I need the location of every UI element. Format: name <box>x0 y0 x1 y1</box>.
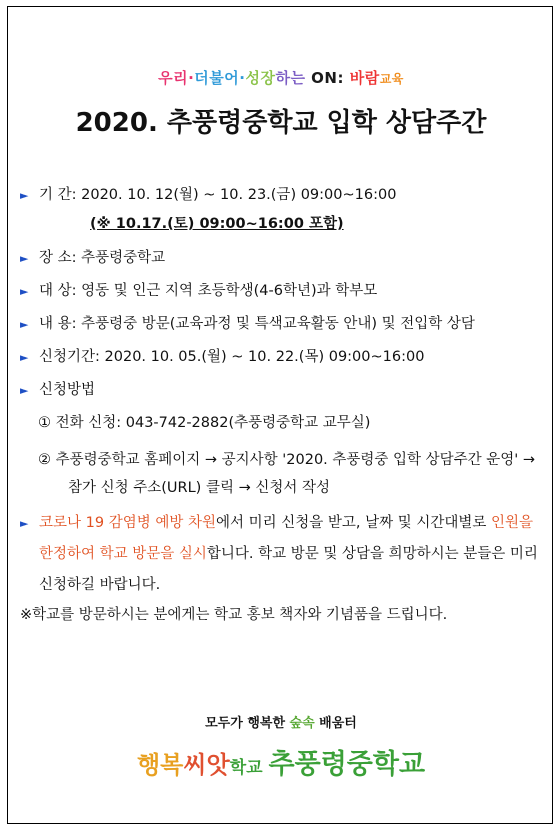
item-period <box>20 185 545 205</box>
slogan-part: 하는 <box>275 69 306 87</box>
tagline-part: 모두가 행복한 <box>205 716 290 731</box>
footer-tagline <box>8 712 554 731</box>
item-apply-period <box>20 347 545 367</box>
item-text: 신청방법 <box>39 382 96 398</box>
item-text: 신청기간: 2020. 10. 05.(월) ~ 10. 22.(목) 09:00~16:00 <box>39 349 425 365</box>
slogan-baram: 바람 <box>349 69 380 87</box>
tagline-part: 배움터 <box>314 716 357 731</box>
bullet-arrow-icon: ► <box>20 318 29 331</box>
slogan-part: 더불어· <box>194 69 246 87</box>
bullet-arrow-icon: ► <box>20 517 29 530</box>
item-apply-method <box>20 380 545 400</box>
content <box>20 185 545 625</box>
footer-brand <box>8 742 554 781</box>
bullet-arrow-icon: ► <box>20 189 29 202</box>
item-place <box>20 248 545 268</box>
slogan-on: ON: <box>311 69 344 87</box>
bullet-arrow-icon: ► <box>20 252 29 265</box>
item-text: 장 소: 추풍령중학교 <box>39 250 166 266</box>
brand-part: 행복 <box>136 751 184 779</box>
item-text: 내 용: 추풍령중 방문(교육과정 및 특색교육활동 안내) 및 전입학 상담 <box>39 316 475 332</box>
period-note: (※ 10.17.(토) 09:00~16:00 포함) <box>90 216 344 232</box>
notice-text: 합니다. 학교 방문 및 상담을 희망하시는 분들은 미리 신청하길 바랍니다. <box>39 546 538 593</box>
souvenir-note: ※학교를 방문하시는 분에게는 학교 홍보 책자와 기념품을 드립니다. <box>20 607 448 623</box>
brand-part: 학교 <box>229 758 263 778</box>
slogan-part: 우리· <box>158 69 195 87</box>
slogan-part: 성장 <box>245 69 276 87</box>
tagline-part: 숲속 <box>289 716 315 731</box>
item-target <box>20 281 545 301</box>
bullet-arrow-icon: ► <box>20 384 29 397</box>
bullet-arrow-icon: ► <box>20 285 29 298</box>
slogan-edu: 교육 <box>379 72 404 86</box>
notice-highlight: 인원을 한정하여 학교 방문을 실시 <box>39 515 533 562</box>
notice-text: 에서 미리 신청을 받고, 날짜 및 시간대별로 <box>215 515 491 531</box>
method-homepage: ② 추풍령중학교 홈페이지 → 공지사항 '2020. 추풍령중 입학 상담주간 운영' → 참가 신청 주소(URL) 클릭 → 신청서 작성 <box>38 452 536 496</box>
document-frame <box>7 6 553 824</box>
item-text: 기 간: 2020. 10. 12(월) ~ 10. 23.(금) 09:00~16:00 <box>39 187 397 203</box>
brand-part: 씨앗 <box>183 751 230 779</box>
page-title: 2020. 추풍령중학교 입학 상담주간 <box>75 108 487 138</box>
notice-highlight: 코로나 19 감염병 예방 차원 <box>39 515 216 531</box>
notice-paragraph <box>20 508 545 601</box>
item-text: 대 상: 영동 및 인근 지역 초등학생(4-6학년)과 학부모 <box>39 283 378 299</box>
school-name: 추풍령중학교 <box>268 749 426 780</box>
slogan <box>8 67 554 88</box>
item-content <box>20 314 545 334</box>
bullet-arrow-icon: ► <box>20 351 29 364</box>
method-phone: ① 전화 신청: 043-742-2882(추풍령중학교 교무실) <box>38 415 371 431</box>
